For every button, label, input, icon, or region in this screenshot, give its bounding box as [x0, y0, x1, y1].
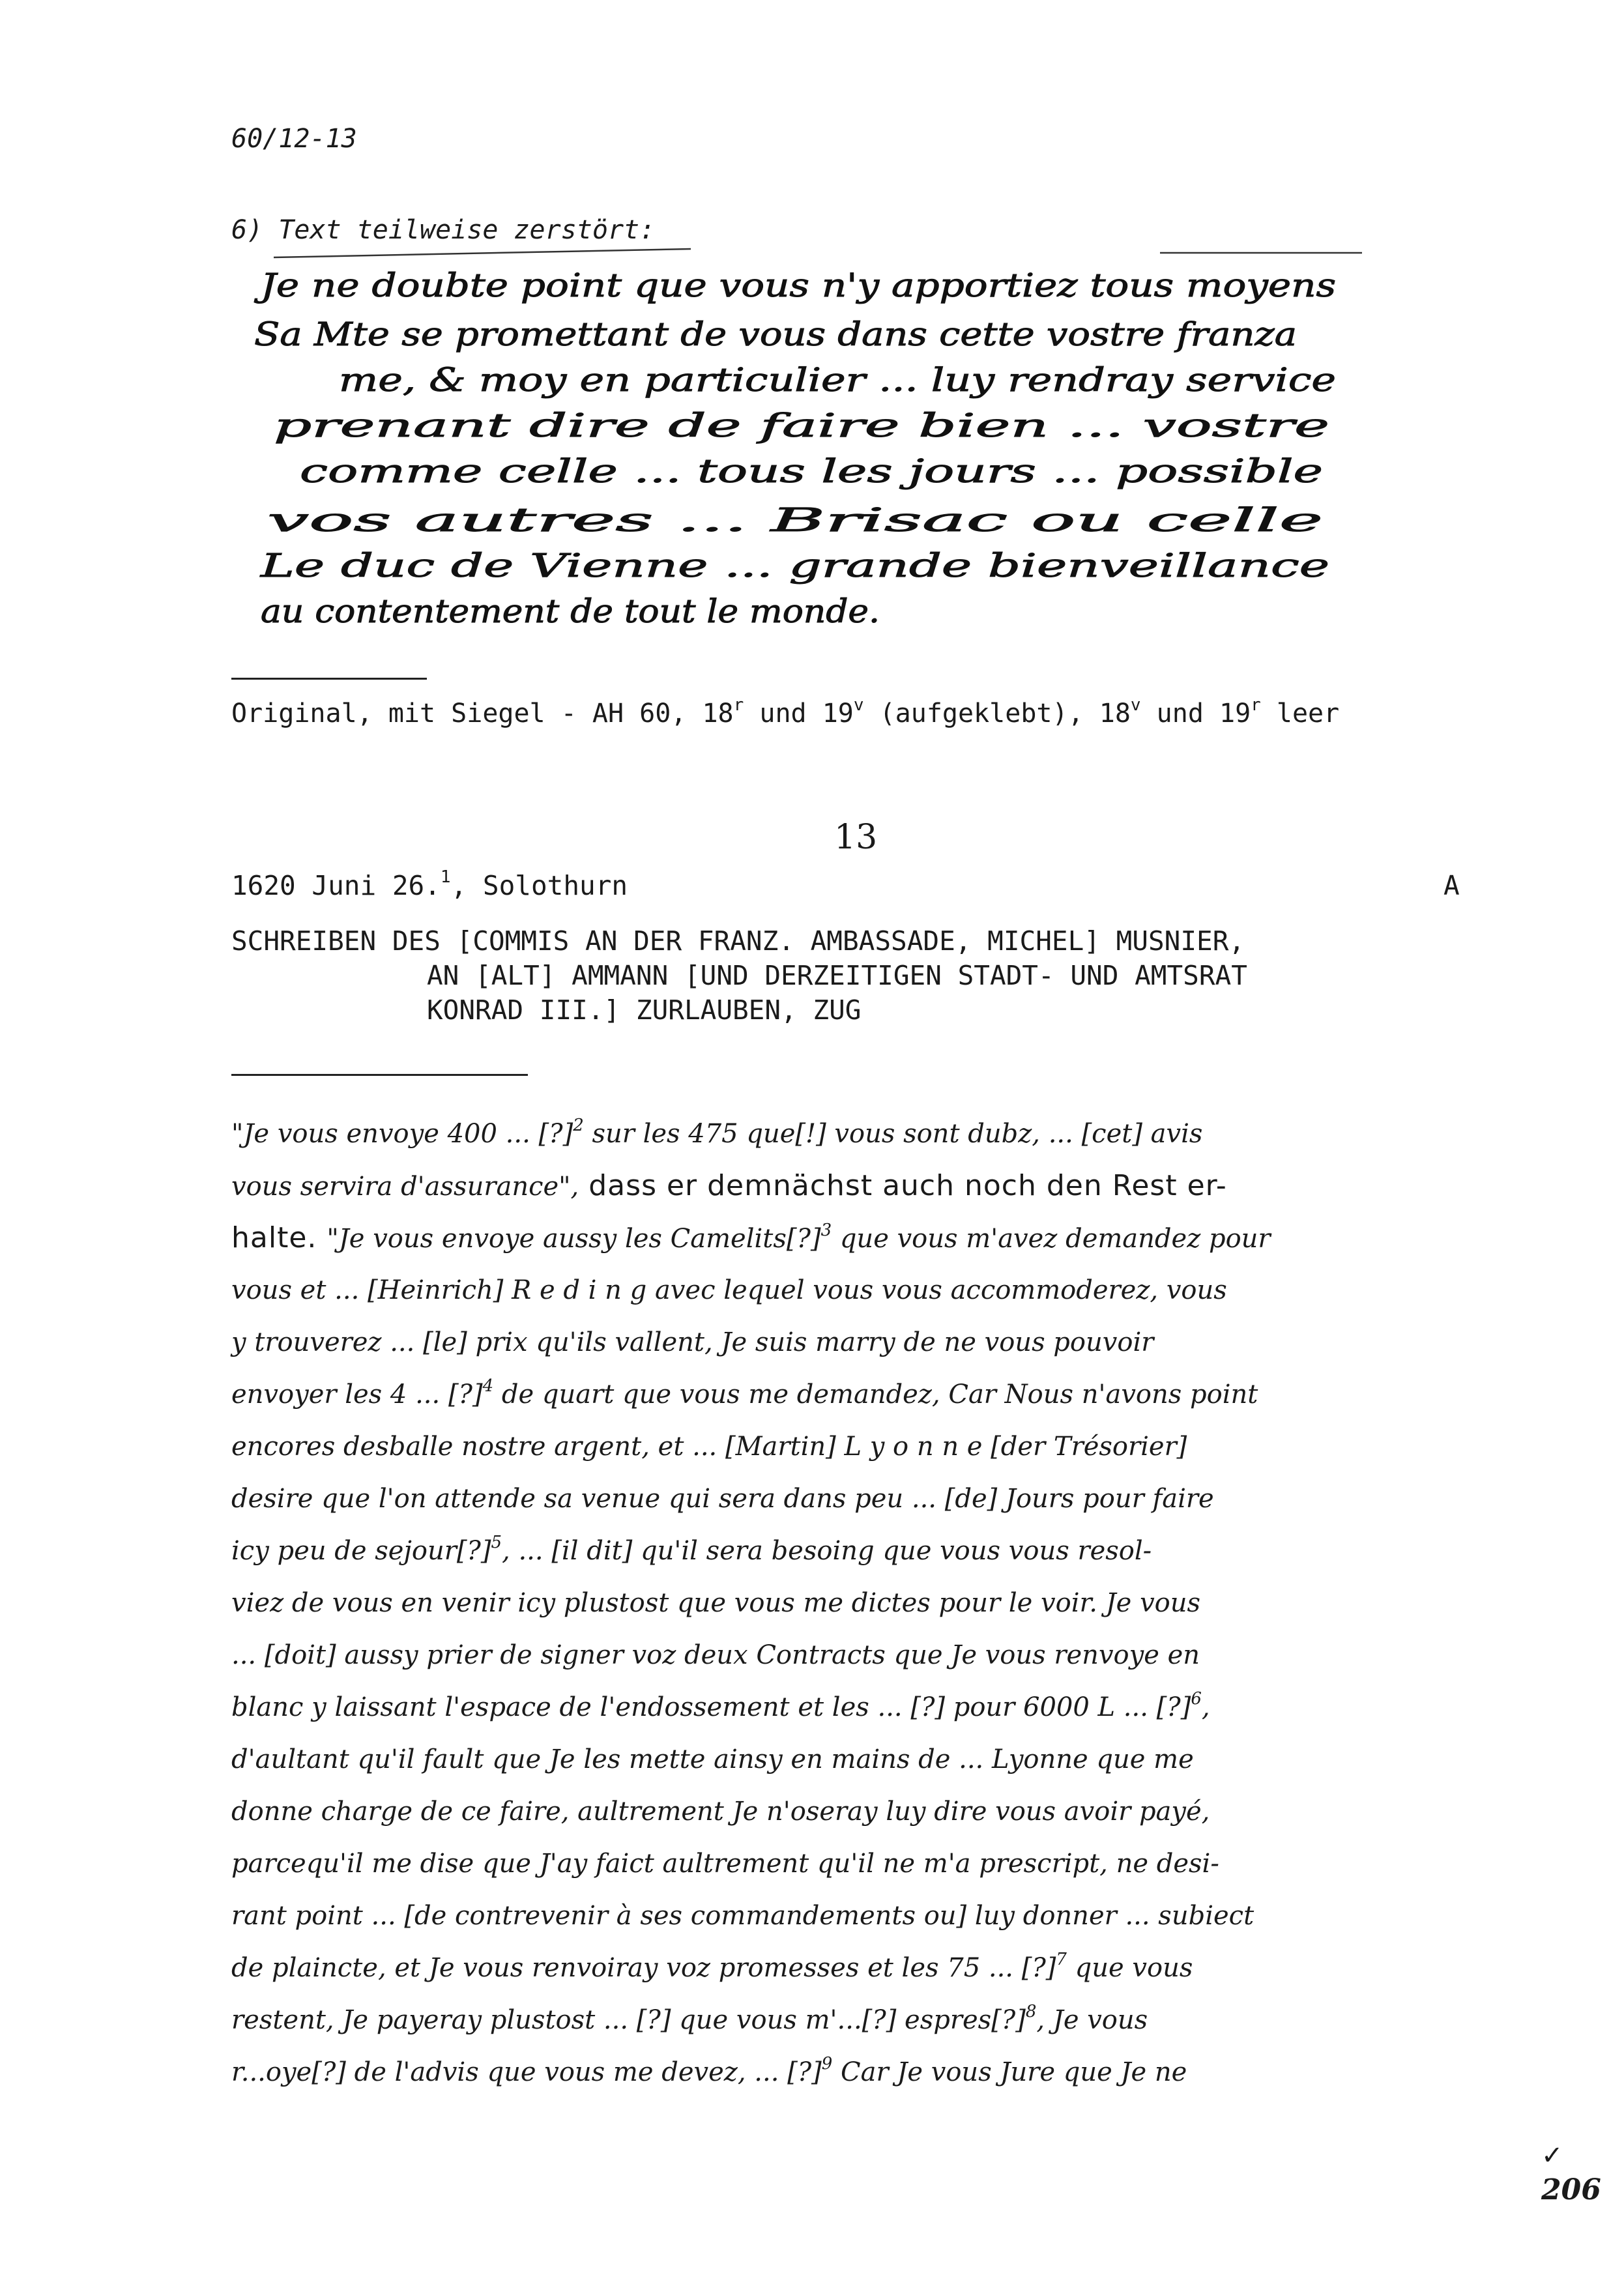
body-line: rant point ... [de contrevenir à ses commandements ou] luy donner ... subiect	[231, 1901, 1254, 1931]
source-divider	[231, 678, 427, 680]
body-text	[231, 1108, 1470, 2098]
body-line: ... [doit] aussy prier de signer voz deux Contracts que Je vous renvoye en	[231, 1640, 1200, 1670]
handwritten-line: Je ne doubte point que vous n'y apportiez tous moyens	[254, 267, 1337, 304]
body-line: "Je vous envoye 400 ... [?]$^2$ sur les 475 que[!] vous sont dubz, ... [cet] avis	[231, 1115, 1203, 1149]
body-line: d'aultant qu'il fault que Je les mette ainsy en mains de ... Lyonne que me	[231, 1744, 1194, 1774]
handwritten-fragment	[248, 235, 1369, 639]
source-line: Original, mit Siegel - AH 60, 18$^r$ und 19$^v$ (aufgeklebt), 18$^v$ und 19$^r$ leer	[231, 695, 1340, 729]
body-line: encores desballe nostre argent, et ... [Martin] L y o n n e [der Trésorier]	[231, 1432, 1187, 1462]
body-line: donne charge de ce faire, aultrement Je n'oseray luy dire vous avoir payé,	[231, 1797, 1210, 1827]
body-line: y trouverez ... [le] prix qu'ils vallent, Je suis marry de ne vous pouvoir	[231, 1327, 1154, 1357]
body-line: halte. "Je vous envoye aussy les Camelits[?]$^3$ que vous m'avez demandez pour	[231, 1220, 1271, 1254]
checkmark-icon: ✓	[1541, 2141, 1563, 2171]
body-line: restent, Je payeray plustost ... [?] que vous m'...[?] espres[?]$^8$, Je vous	[231, 2001, 1148, 2035]
handwritten-line: Le duc de Vienne ... grande bienveillance	[259, 547, 1329, 585]
heading-line: KONRAD III.] ZURLAUBEN, ZUG	[427, 994, 862, 1026]
body-line: vous et ... [Heinrich] R e d i n g avec lequel vous vous accommoderez, vous	[231, 1275, 1227, 1305]
document-type-letter: A	[1443, 870, 1460, 901]
heading-line: SCHREIBEN DES [COMMIS AN DER FRANZ. AMBASSADE, MICHEL] MUSNIER,	[231, 925, 1245, 957]
body-line: desire que l'on attende sa venue qui sera dans peu ... [de] Jours pour faire	[231, 1484, 1214, 1514]
folio-number: 206	[1541, 2173, 1601, 2206]
handwritten-line: prenant dire de faire bien ... vostre	[274, 407, 1329, 444]
document-number: 13	[834, 818, 878, 857]
body-divider	[231, 1074, 528, 1076]
body-line: icy peu de sejour[?]$^5$, ... [il dit] qu'il sera besoing que vous vous resol-	[231, 1532, 1152, 1566]
body-line: de plaincte, et Je vous renvoiray voz promesses et les 75 ... [?]$^7$ que vous	[231, 1949, 1193, 1983]
body-line: vous servira d'assurance", dass er demnächst auch noch den Rest er-	[231, 1169, 1227, 1202]
body-line: r...oye[?] de l'advis que vous me devez, ... [?]$^9$ Car Je vous Jure que Je ne	[231, 2053, 1187, 2087]
handwritten-line: me, & moy en particulier ... luy rendray service	[339, 361, 1336, 399]
body-line: blanc y laissant l'espace de l'endossement et les ... [?] pour 6000 L ... [?]$^6$,	[231, 1688, 1210, 1722]
date-place-line: 1620 Juni 26.$^1$, Solothurn	[231, 867, 628, 901]
handwritten-line: vos autres ... Brisac ou celle	[267, 501, 1323, 539]
body-line: parcequ'il me dise que J'ay faict aultrement qu'il ne m'a prescript, ne desi-	[231, 1849, 1219, 1879]
page-reference: 60/12-13	[231, 124, 357, 154]
footnote-label: 6) Text teilweise zerstört:	[231, 215, 656, 245]
handwritten-line: comme celle ... tous les jours ... possible	[300, 452, 1323, 490]
handwritten-line: Sa Mte se promettant de vous dans cette vostre franza	[254, 315, 1298, 353]
document-heading	[231, 924, 1470, 1028]
body-line: envoyer les 4 ... [?]$^4$ de quart que vous me demandez, Car Nous n'avons point	[231, 1376, 1258, 1410]
heading-line: AN [ALT] AMMANN [UND DERZEITIGEN STADT- UND AMTSRAT	[427, 960, 1247, 991]
body-line: viez de vous en venir icy plustost que vous me dictes pour le voir. Je vous	[231, 1588, 1201, 1618]
handwritten-line: au contentement de tout le monde.	[261, 592, 880, 630]
